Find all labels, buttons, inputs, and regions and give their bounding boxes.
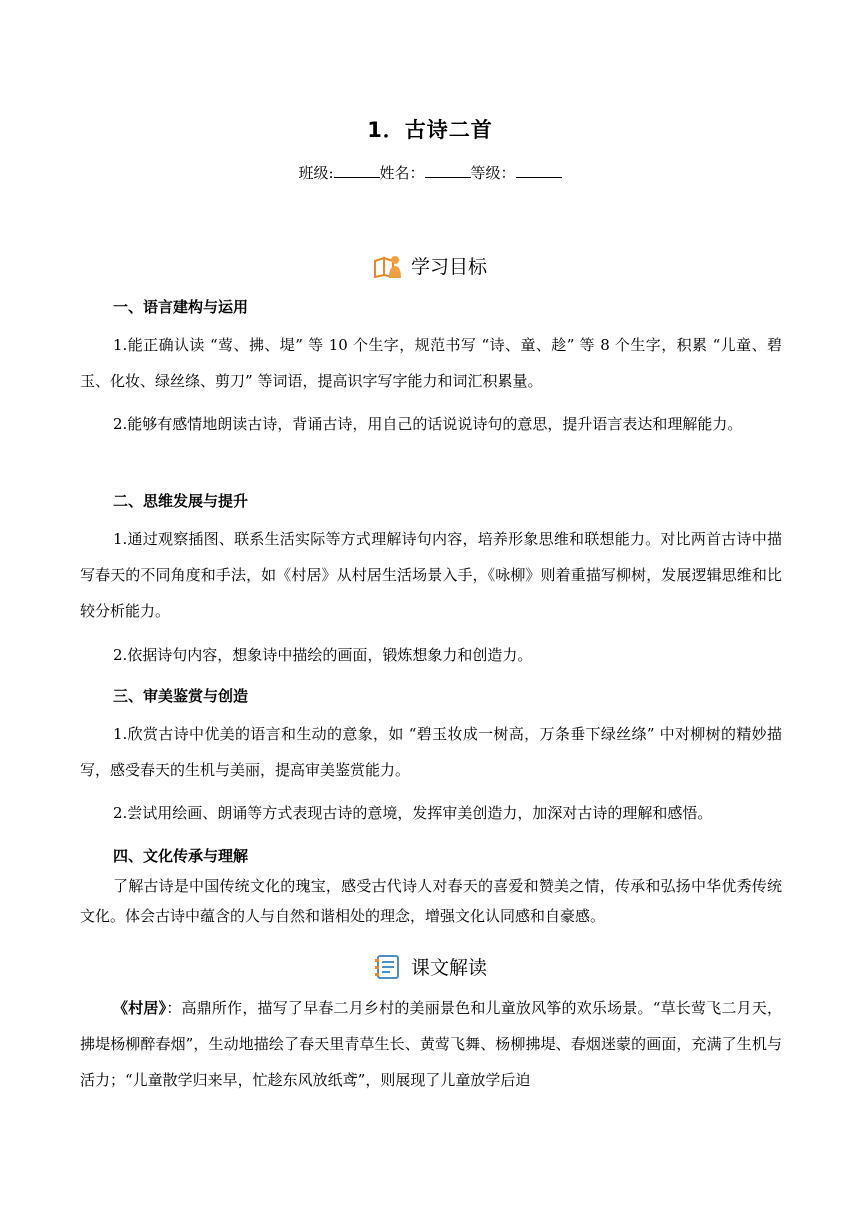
paragraph-s1-1: 1.能正确认读 “莺、拂、堤” 等 10 个生字，规范书写 “诗、童、趁” 等 8 个生字，积累 “儿童、碧玉、化妆、绿丝绦、剪刀” 等词语，提高识字写字能力和词汇积累量。 — [80, 336, 782, 390]
reading-header-text: 课文解读 — [410, 957, 487, 979]
name-label: 姓名： — [379, 164, 425, 182]
student-info-line — [0, 162, 860, 183]
section-heading-4: 四、文化传承与理解 — [113, 847, 249, 865]
page-title: 1．古诗二首 — [367, 118, 493, 142]
notebook-icon — [373, 954, 403, 980]
class-blank[interactable] — [334, 163, 380, 178]
section-heading-2: 二、思维发展与提升 — [113, 492, 249, 510]
reading-person-icon — [373, 253, 403, 279]
paragraph-s3-2: 2.尝试用绘画、朗诵等方式表现古诗的意境，发挥审美创造力，加深对古诗的理解和感悟。 — [113, 804, 713, 822]
goals-header-text: 学习目标 — [410, 256, 487, 278]
reading-paragraph — [80, 990, 782, 1098]
paragraph-s3-1: 1.欣赏古诗中优美的语言和生动的意象，如 “碧玉妆成一树高，万条垂下绿丝绦” 中对柳树的精妙描写，感受春天的生机与美丽，提高审美鉴赏能力。 — [80, 725, 782, 779]
reading-body: ：高鼎所作，描写了早春二月乡村的美丽景色和儿童放风筝的欢乐场景。“草长莺飞二月天，拂堤杨柳醉春烟”，生动地描绘了春天里青草生长、黄莺飞舞、杨柳拂堤、春烟迷蒙的画面，充满了生机与活力；“儿童散学归来早，忙趁东风放纸鸢”，则展现了儿童放学后迫 — [80, 999, 782, 1089]
reading-header — [0, 953, 860, 980]
name-blank[interactable] — [425, 163, 471, 178]
poem-title: 《村居》 — [113, 999, 167, 1017]
class-label: 班级: — [298, 164, 334, 182]
section-heading-3: 三、审美鉴赏与创造 — [113, 687, 249, 705]
section-heading-1: 一、语言建构与运用 — [113, 298, 249, 316]
grade-label: 等级： — [470, 164, 516, 182]
paragraph-s2-2: 2.依据诗句内容，想象诗中描绘的画面，锻炼想象力和创造力。 — [113, 646, 533, 664]
goals-header — [0, 252, 860, 279]
grade-blank[interactable] — [516, 163, 562, 178]
paragraph-s4-1: 了解古诗是中国传统文化的瑰宝，感受古代诗人对春天的喜爱和赞美之情，传承和弘扬中华优秀传统文化。体会古诗中蕴含的人与自然和谐相处的理念，增强文化认同感和自豪感。 — [80, 877, 782, 925]
paragraph-s2-1: 1.通过观察插图、联系生活实际等方式理解诗句内容，培养形象思维和联想能力。对比两首古诗中描写春天的不同角度和手法，如《村居》从村居生活场景入手，《咏柳》则着重描写柳树，发展逻辑思维和比较分析能力。 — [80, 530, 782, 620]
paragraph-s1-2: 2.能够有感情地朗读古诗，背诵古诗，用自己的话说说诗句的意思，提升语言表达和理解能力。 — [113, 415, 743, 433]
